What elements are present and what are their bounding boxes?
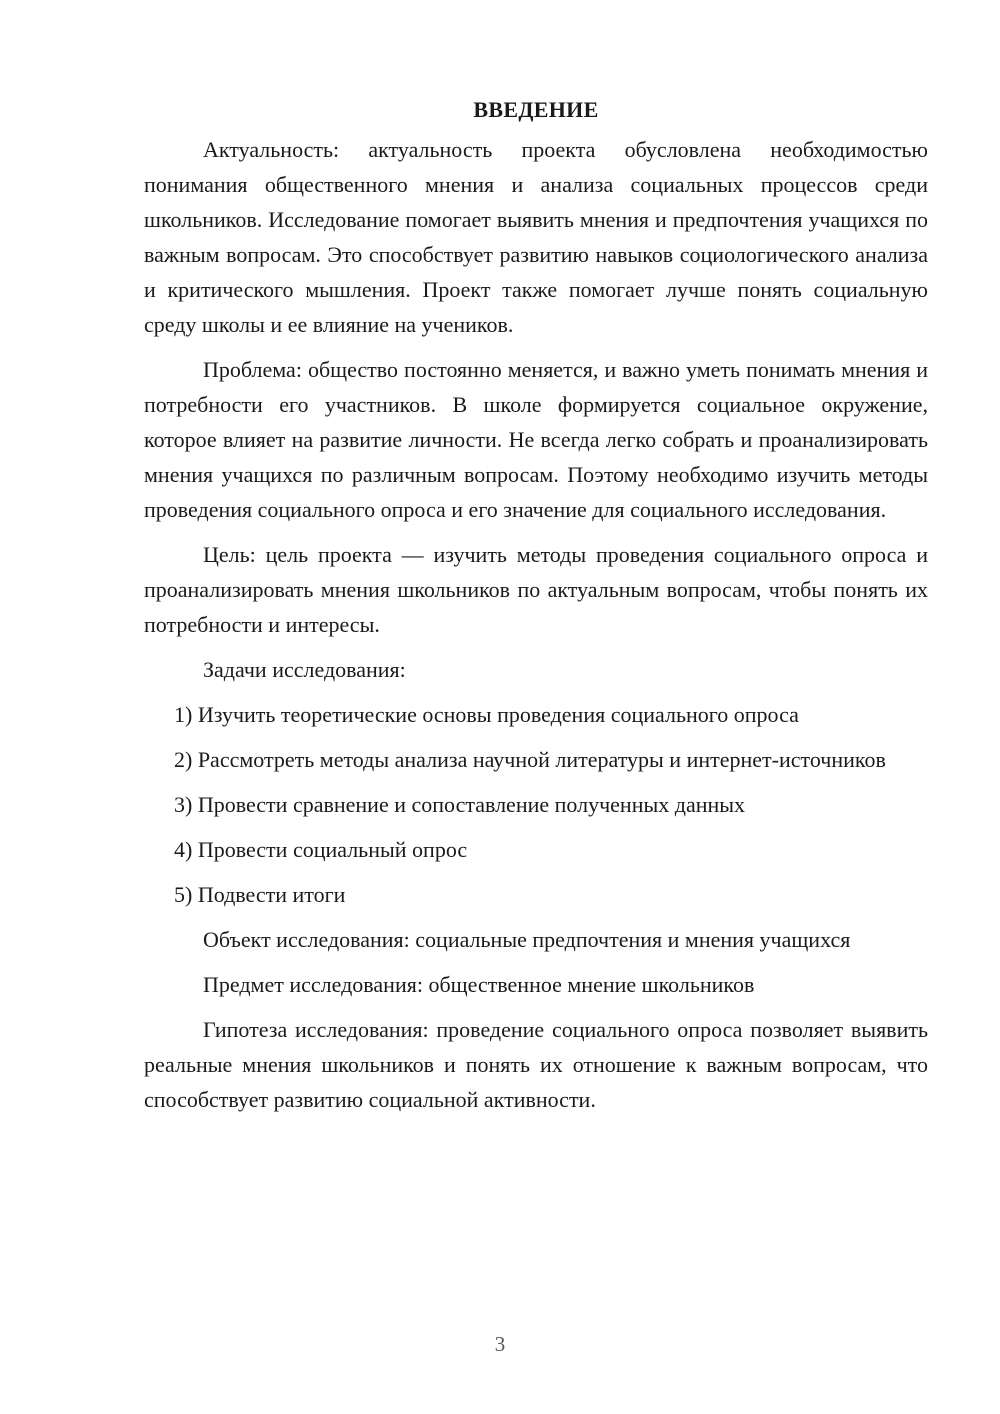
paragraph-tasks-heading: Задачи исследования: [203, 657, 406, 682]
section-title: ВВЕДЕНИЕ [473, 97, 599, 122]
task-item: 3) Провести сравнение и сопоставление полученных данных [174, 792, 746, 817]
document-page [144, 92, 928, 1127]
page-number: 3 [494, 1332, 506, 1356]
paragraph-object: Объект исследования: социальные предпочтения и мнения учащихся [203, 927, 851, 952]
paragraph-goal: Цель: цель проекта — изучить методы проведения социального опроса и проанализировать мнения школьников по актуальным вопросам, чтобы понять их потребности и интересы. [144, 542, 928, 637]
paragraph-relevance: Актуальность: актуальность проекта обусловлена необходимостью понимания общественного мнения и анализа социальных процессов среди школьников. Исследование помогает выявить мнения и предпочтения учащихся по важным вопросам. Это способствует развитию навыков социологического анализа и критического мышления. Проект также помогает лучше понять социальную среду школы и ее влияние на учеников. [144, 137, 928, 337]
task-item: 2) Рассмотреть методы анализа научной литературы и интернет-источников [174, 747, 886, 772]
task-item: 5) Подвести итоги [174, 882, 346, 907]
task-item: 1) Изучить теоретические основы проведения социального опроса [174, 702, 799, 727]
paragraph-subject: Предмет исследования: общественное мнение школьников [203, 972, 755, 997]
paragraph-hypothesis: Гипотеза исследования: проведение социального опроса позволяет выявить реальные мнения школьников и понять их отношение к важным вопросам, что способствует развитию социальной активности. [144, 1017, 928, 1112]
task-item: 4) Провести социальный опрос [174, 837, 468, 862]
paragraph-problem: Проблема: общество постоянно меняется, и важно уметь понимать мнения и потребности его участников. В школе формируется социальное окружение, которое влияет на развитие личности. Не всегда легко собрать и проанализировать мнения учащихся по различным вопросам. Поэтому необходимо изучить методы проведения социального опроса и его значение для социального исследования. [144, 357, 928, 522]
